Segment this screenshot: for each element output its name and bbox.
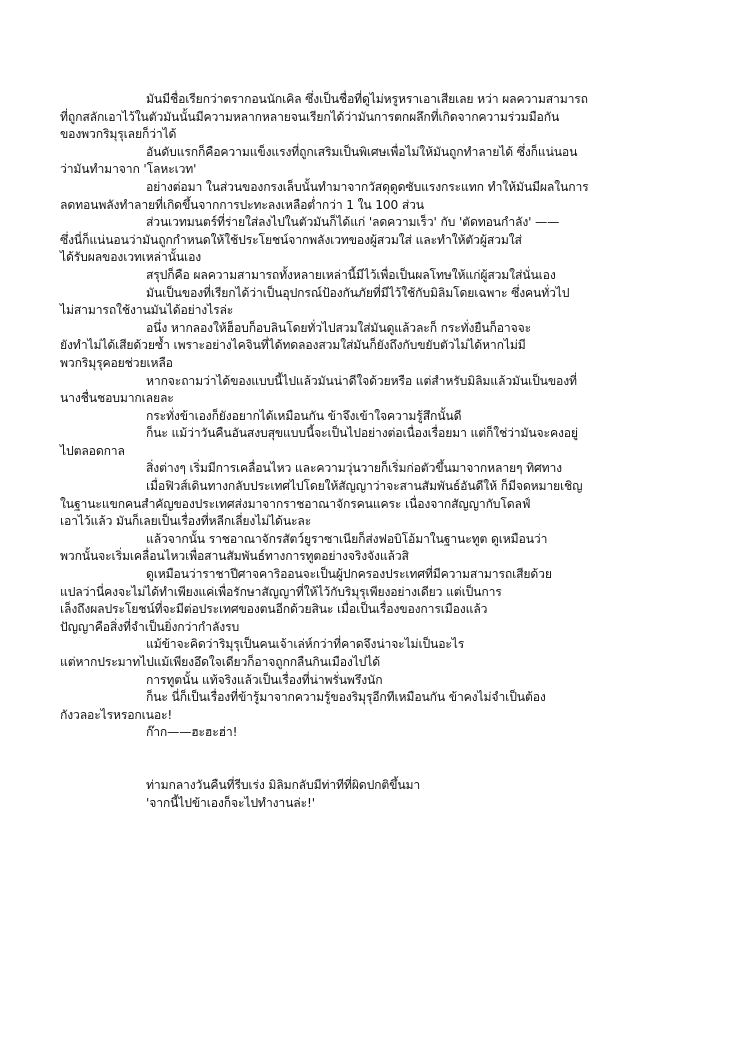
paragraph-line: ว่ามันทำมาจาก 'โลหะเวท' <box>60 162 197 177</box>
paragraph <box>88 795 694 813</box>
paragraph-line: แต่หากประมาทไปแม้เพียงอึดใจเดียวก็อาจถูกกลืนกินเมืองไปได้ <box>60 655 381 669</box>
paragraph <box>88 672 694 690</box>
paragraph-first-line: สรุปก็คือ ผลความสามารถทั้งหลายเหล่านี้มีไว้เพื่อเป็นผลโทษให้แก่ผู้สวมใส่นั่นเอง <box>146 267 556 282</box>
paragraph-line: ที่ถูกสลักเอาไว้ในตัวมันนั้นมีความหลากหลายจนเรียกได้ว่ามันการตกผลึกที่เกิดจากความร่วมมือกัน <box>60 109 560 124</box>
paragraph <box>60 425 694 460</box>
paragraph-line: แปลว่านี่คงจะไม่ได้ทำเพียงแค่เพื่อรักษาสัญญาที่ให้ไว้กับริมุรุเพียงอย่างเดียว แต่เป็นการ <box>60 584 502 599</box>
paragraph-first-line: แม้ข้าจะคิดว่าริมุรุเป็นคนเจ้าเล่ห์กว่าที่คาดจึงน่าจะไม่เป็นอะไร <box>146 637 465 652</box>
paragraph-line: นางชื่นชอบมากเลยละ <box>60 391 174 406</box>
paragraph <box>60 636 694 671</box>
paragraph-line: กังวลอะไรหรอกเนอะ! <box>60 707 173 722</box>
paragraph-line: พวกริมุรุคอยช่วยเหลือ <box>60 355 173 370</box>
paragraph-first-line: อนึ่ง หากลองให้ฮ็อบก็อบลินโดยทั่วไปสวมใส่มันดูแล้วละก็ กระทั่งยืนก็อาจจะ <box>146 320 531 335</box>
paragraph <box>60 91 694 144</box>
paragraph-line: ของพวกริมุรุเลยก็ว่าได้ <box>60 127 177 142</box>
paragraph <box>60 179 694 214</box>
paragraph <box>60 566 694 636</box>
paragraph-line: ปัญญาคือสิ่งที่จำเป็นยิ่งกว่ากำลังรบ <box>60 619 240 634</box>
paragraph-line: เอาไว้แล้ว มันก็เลยเป็นเรื่องที่หลีกเลี่ยงไม่ได้นะละ <box>60 514 312 529</box>
paragraph <box>60 531 694 566</box>
paragraph <box>88 460 694 478</box>
paragraph <box>60 285 694 320</box>
paragraph-line: ซึ่งนี่ก็แน่นอนว่ามันถูกกำหนดให้ใช้ประโยชน์จากพลังเวทของผู้สวมใส่ และทำให้ตัวผู้สวมใส่ <box>60 232 522 247</box>
paragraph-first-line: สิ่งต่างๆ เริ่มมีการเคลื่อนไหว และความวุ่นวายก็เริ่มก่อตัวขึ้นมาจากหลายๆ ทิศทาง <box>146 461 562 476</box>
paragraph-first-line: กระทั่งข้าเองก็ยังอยากได้เหมือนกัน ข้าจึงเข้าใจความรู้สึกนั้นดี <box>146 408 462 423</box>
paragraph-first-line: ก็นะ นี่ก็เป็นเรื่องที่ข้ารู้มาจากความรู้ของริมุรุอีกทีเหมือนกัน ข้าคงไม่จำเป็นต้อง <box>146 690 546 705</box>
paragraph-first-line: เมื่อฟิวส์เดินทางกลับประเทศไปโดยให้สัญญาว่าจะสานสัมพันธ์อันดีให้ ก็มีจดหมายเชิญ <box>146 479 583 494</box>
paragraph-first-line: ท่ามกลางวันคืนที่รีบเร่ง มิลิมกลับมีท่าทีที่ผิดปกติขึ้นมา <box>146 777 421 792</box>
paragraph <box>60 689 694 724</box>
paragraph-line: ไปตลอดกาล <box>60 443 125 458</box>
paragraph-first-line: หากจะถามว่าได้ของแบบนี้ไปแล้วมันน่าดีใจด้วยหรือ แต่สำหรับมิลิมแล้วมันเป็นของที่ <box>146 373 577 388</box>
paragraph-first-line: 'จากนี้ไปข้าเองก็จะไปทำงานล่ะ!' <box>146 795 315 810</box>
paragraph <box>88 724 694 742</box>
paragraph-first-line: อันดับแรกก็คือความแข็งแรงที่ถูกเสริมเป็นพิเศษเพื่อไม่ให้มันถูกทำลายได้ ซึ่งก็แน่นอน <box>146 144 578 159</box>
paragraph-first-line: ก็นะ แม้ว่าวันคืนอันสงบสุขแบบนี้จะเป็นไปอย่างต่อเนื่องเรื่อยมา แต่ก็ใช่ว่ามันจะคงอยู่ <box>146 426 578 441</box>
paragraph-line: ลดทอนพลังทำลายที่เกิดขึ้นจากการปะทะลงเหลือต่ำกว่า 1 ใน 100 ส่วน <box>60 197 424 212</box>
paragraph <box>88 777 694 795</box>
paragraph-line: ยังทำไม่ได้เสียด้วยซ้ำ เพราะอย่างไคจินที่ได้ทดลองสวมใส่มันก็ยังถึงกับขยับตัวไม่ได้หากไม่มี <box>60 338 526 353</box>
paragraph-line: พวกนั้นจะเริ่มเคลื่อนไหวเพื่อสานสัมพันธ์ทางการทูตอย่างจริงจังแล้วสิ <box>60 549 409 564</box>
paragraph <box>60 373 694 408</box>
paragraph <box>60 214 694 267</box>
paragraph <box>88 408 694 426</box>
paragraph-first-line: ดูเหมือนว่าราชาปีศาจคาริออนจะเป็นผู้ปกครองประเทศที่มีความสามารถเสียด้วย <box>146 567 552 582</box>
paragraph-first-line: มันเป็นของที่เรียกได้ว่าเป็นอุปกรณ์ป้องกันภัยที่มีไว้ใช้กับมิลิมโดยเฉพาะ ซึ่งคนทั่วไป <box>146 285 570 300</box>
paragraph <box>60 144 694 179</box>
paragraph-first-line: แล้วจากนั้น ราชอาณาจักรสัตว์ยูราซาเนียก็ส่งฟอบิโอ้มาในฐานะทูต ดูเหมือนว่า <box>146 531 548 546</box>
section-break <box>88 742 694 777</box>
paragraph-line: ไม่สามารถใช้งานมันได้อย่างไรล่ะ <box>60 303 234 318</box>
paragraph <box>60 320 694 373</box>
paragraph-first-line: มันมีชื่อเรียกว่าตรากอนนักเคิล ซึ่งเป็นชื่อที่ดูไม่หรูหราเอาเสียเลย หว่า ผลความสามารถ <box>146 92 588 106</box>
paragraph-first-line: ส่วนเวทมนตร์ที่ร่ายใส่ลงไปในตัวมันก็ได้แก่ 'ลดความเร็ว' กับ 'ตัดทอนกำลัง' —— <box>146 215 560 230</box>
body-text <box>60 91 694 812</box>
paragraph <box>60 478 694 531</box>
paragraph-line: เล็งถึงผลประโยชน์ที่จะมีต่อประเทศของตนอีกด้วยสินะ เมื่อเป็นเรื่องของการเมืองแล้ว <box>60 602 488 617</box>
paragraph-line: ในฐานะแขกคนสำคัญของประเทศส่งมาจากราชอาณาจักรคนแคระ เนื่องจากสัญญากับโดลฟ์ <box>60 496 531 511</box>
paragraph-first-line: อย่างต่อมา ในส่วนของกรงเล็บนั้นทำมาจากวัสดุดูดซับแรงกระแทก ทำให้มันมีผลในการ <box>146 179 589 194</box>
paragraph-line: ได้รับผลของเวทเหล่านั้นเอง <box>60 250 202 265</box>
paragraph-first-line: ก๊าก——ฮะฮะฮ่า! <box>146 725 238 740</box>
paragraph-first-line: การทูตนั้น แท้จริงแล้วเป็นเรื่องที่น่าพรั่นพรึงนัก <box>146 672 383 687</box>
paragraph <box>88 267 694 285</box>
